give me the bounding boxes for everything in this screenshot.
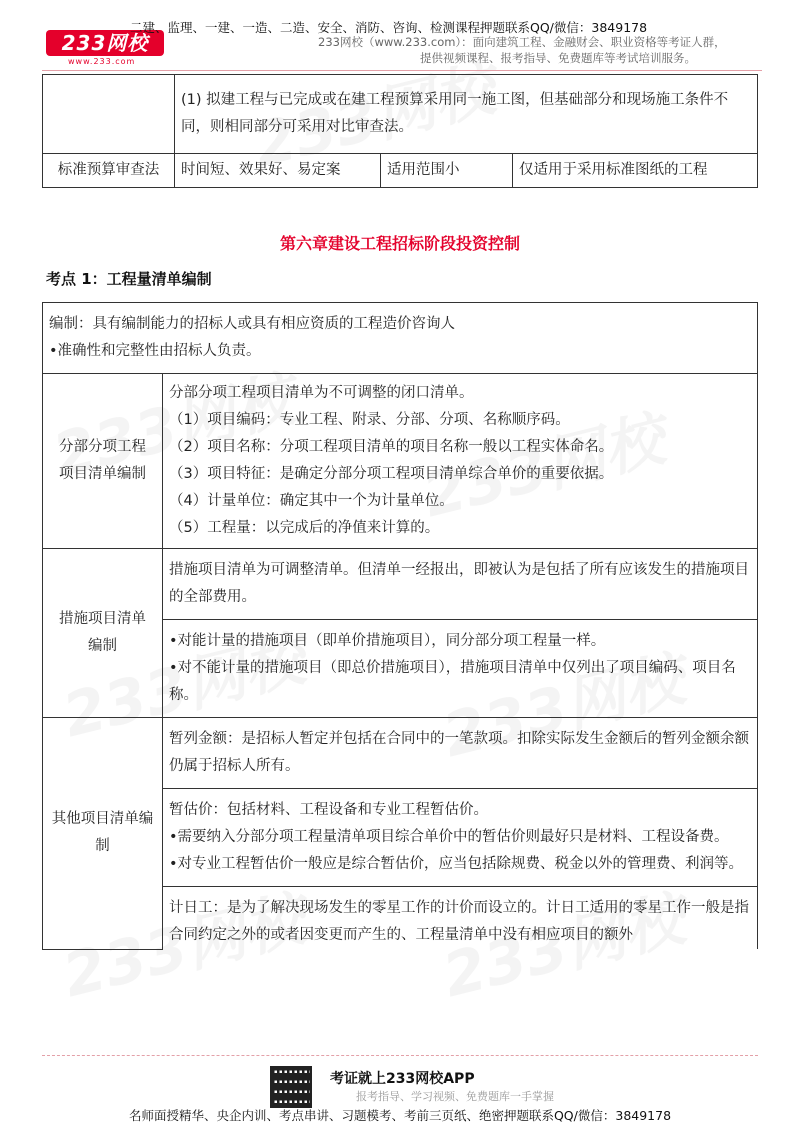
method-disadvantage: 适用范围小	[381, 154, 513, 188]
logo-text: 233网校	[46, 30, 164, 56]
empty-cell	[43, 75, 175, 154]
list-item: （4）计量单位：确定其中一个为计量单位。	[169, 493, 454, 509]
intro-cell	[43, 303, 758, 374]
qita-label: 其他项目清单编制	[43, 718, 163, 950]
qita-content-2	[163, 789, 758, 887]
qita-content-1: 暂列金额：是招标人暂定并包括在合同中的一笔款项。扣除实际发生金额后的暂列金额余额仍属于招标人所有。	[163, 718, 758, 789]
table-row	[43, 374, 758, 549]
comparison-method-note: (1) 拟建工程与已完成或在建工程预算采用同一施工图，但基础部分和现场施工条件不同，则相同部分可采用对比审查法。	[175, 75, 758, 154]
fenbu-content	[163, 374, 758, 549]
table-row	[43, 303, 758, 374]
intro-line: 编制：具有编制能力的招标人或具有相应资质的工程造价咨询人	[49, 316, 455, 332]
fenbu-label: 分部分项工程项目清单编制	[43, 374, 163, 549]
list-item: •需要纳入分部分项工程量清单项目综合单价中的暂估价则最好只是材料、工程设备费。	[169, 829, 729, 845]
cuoshi-label: 措施项目清单编制	[43, 549, 163, 718]
table-row	[43, 75, 758, 154]
list-item: 暂估价：包括材料、工程设备和专业工程暂估价。	[169, 802, 488, 818]
table-row	[43, 718, 758, 789]
chapter-title: 第六章建设工程招标阶段投资控制	[279, 234, 520, 253]
footer-contact-line: 名师面授精华、央企内训、考点串讲、习题模考、考前三页纸、绝密押题联系QQ/微信：3849178	[128, 1108, 672, 1123]
list-item: （5）工程量：以完成后的净值来计算的。	[169, 520, 440, 536]
list-item: （3）项目特征：是确定分部分项工程项目清单综合单价的重要依据。	[169, 466, 614, 482]
page-footer	[0, 1050, 800, 1132]
page-header	[0, 0, 800, 72]
review-methods-table	[42, 74, 758, 188]
header-service-line: 提供视频课程、报考指导、免费题库等考试培训服务。	[420, 51, 696, 65]
footer-app-subtitle: 报考指导、学习视频、免费题库一手掌握	[356, 1090, 554, 1103]
logo-domain: www.233.com	[68, 57, 136, 66]
header-divider	[42, 70, 762, 71]
list-item: •对专业工程暂估价一般应是综合暂估价，应当包括除规费、税金以外的管理费、利润等。	[169, 856, 744, 872]
intro-line: •准确性和完整性由招标人负责。	[49, 343, 261, 359]
bill-of-quantities-table	[42, 302, 758, 950]
method-advantage: 时间短、效果好、易定案	[175, 154, 381, 188]
header-intro-line: 233网校（www.233.com）：面向建筑工程、金融财会、职业资格等考证人群，	[318, 35, 726, 49]
footer-app-title: 考证就上233网校APP	[330, 1071, 475, 1087]
table-row	[43, 154, 758, 188]
method-scope: 仅适用于采用标准图纸的工程	[513, 154, 758, 188]
table-row	[43, 549, 758, 620]
list-item: 分部分项工程项目清单为不可调整的闭口清单。	[169, 385, 474, 401]
method-name: 标准预算审查法	[43, 154, 175, 188]
cuoshi-content-2	[163, 620, 758, 718]
qr-code-icon[interactable]	[270, 1066, 312, 1108]
header-contact-line: 二建、监理、一建、一造、二造、安全、消防、咨询、检测课程押题联系QQ/微信：3849178	[130, 20, 648, 35]
list-item: （2）项目名称：分项工程项目清单的项目名称一般以工程实体命名。	[169, 439, 614, 455]
list-item: （1）项目编码：专业工程、附录、分部、分项、名称顺序码。	[169, 412, 570, 428]
cuoshi-content-1: 措施项目清单为可调整清单。但清单一经报出，即被认为是包括了所有应该发生的措施项目的全部费用。	[163, 549, 758, 620]
qita-content-3: 计日工：是为了解决现场发生的零星工作的计价而设立的。计日工适用的零星工作一般是指合同约定之外的或者因变更而产生的、工程量清单中没有相应项目的额外	[163, 887, 758, 950]
section-title: 考点 1：工程量清单编制	[46, 270, 212, 288]
list-item: •对不能计量的措施项目（即总价措施项目），措施项目清单中仅列出了项目编码、项目名称。	[169, 660, 736, 703]
footer-divider	[42, 1055, 758, 1056]
list-item: •对能计量的措施项目（即单价措施项目），同分部分项工程量一样。	[169, 633, 606, 649]
